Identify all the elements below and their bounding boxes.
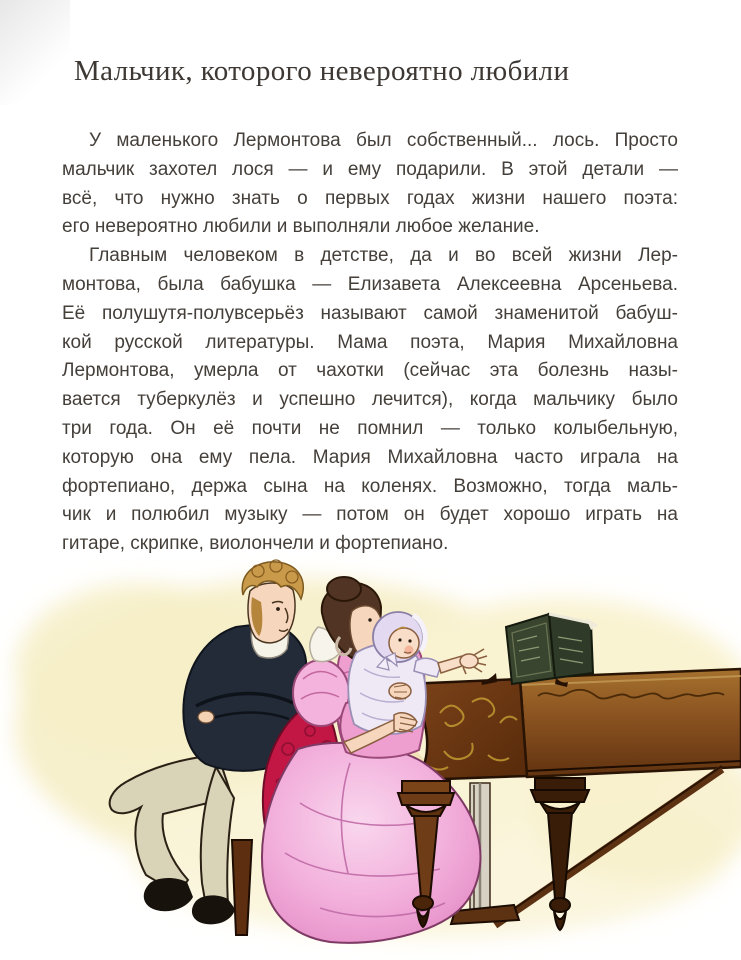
text-line: три года. Он её почти не помнил — только колыбельную, [62,417,678,439]
text-line: Лермонтова, умерла от чахотки (сейчас эта болезнь назы- [62,360,678,382]
text-line: которую она ему пела. Мария Михайловна часто играла на [62,446,678,468]
body-text [62,127,678,559]
scan-artifact [0,0,70,105]
page-title: Мальчик, которого невероятно любили [74,55,570,87]
text-line: всё, что нужно знать о первых годах жизни нашего поэта: [62,187,678,209]
text-line: его невероятно любили и выполняли любое желание. [62,216,540,238]
fortepiano-body [395,669,741,780]
text-line: кой русской литературы. Мама поэта, Мария Михайловна [62,331,678,353]
text-line: Главным человеком в детстве, да и во всей жизни Лер- [89,245,678,267]
text-line: вается туберкулёз и успешно лечится), когда мальчику было [62,389,678,411]
family-at-piano-illustration [0,553,741,960]
text-line: У маленького Лермонтова был собственный... лось. Просто [89,130,678,151]
text-line: монтова, была бабушка — Елизавета Алексеевна Арсеньева. [62,273,678,295]
text-line: гитаре, скрипке, виолончели и фортепиано. [62,533,449,555]
text-line: Её полушутя-полувсерьёз называют самой знаменитой бабуш- [62,302,678,324]
text-line: чик и полюбил музыку — потом он будет хорошо играть на [62,504,678,526]
text-line: фортепиано, держа сына на коленях. Возможно, тогда маль- [62,475,678,497]
text-line: мальчик захотел лося — и ему подарили. В этой детали — [62,158,678,180]
